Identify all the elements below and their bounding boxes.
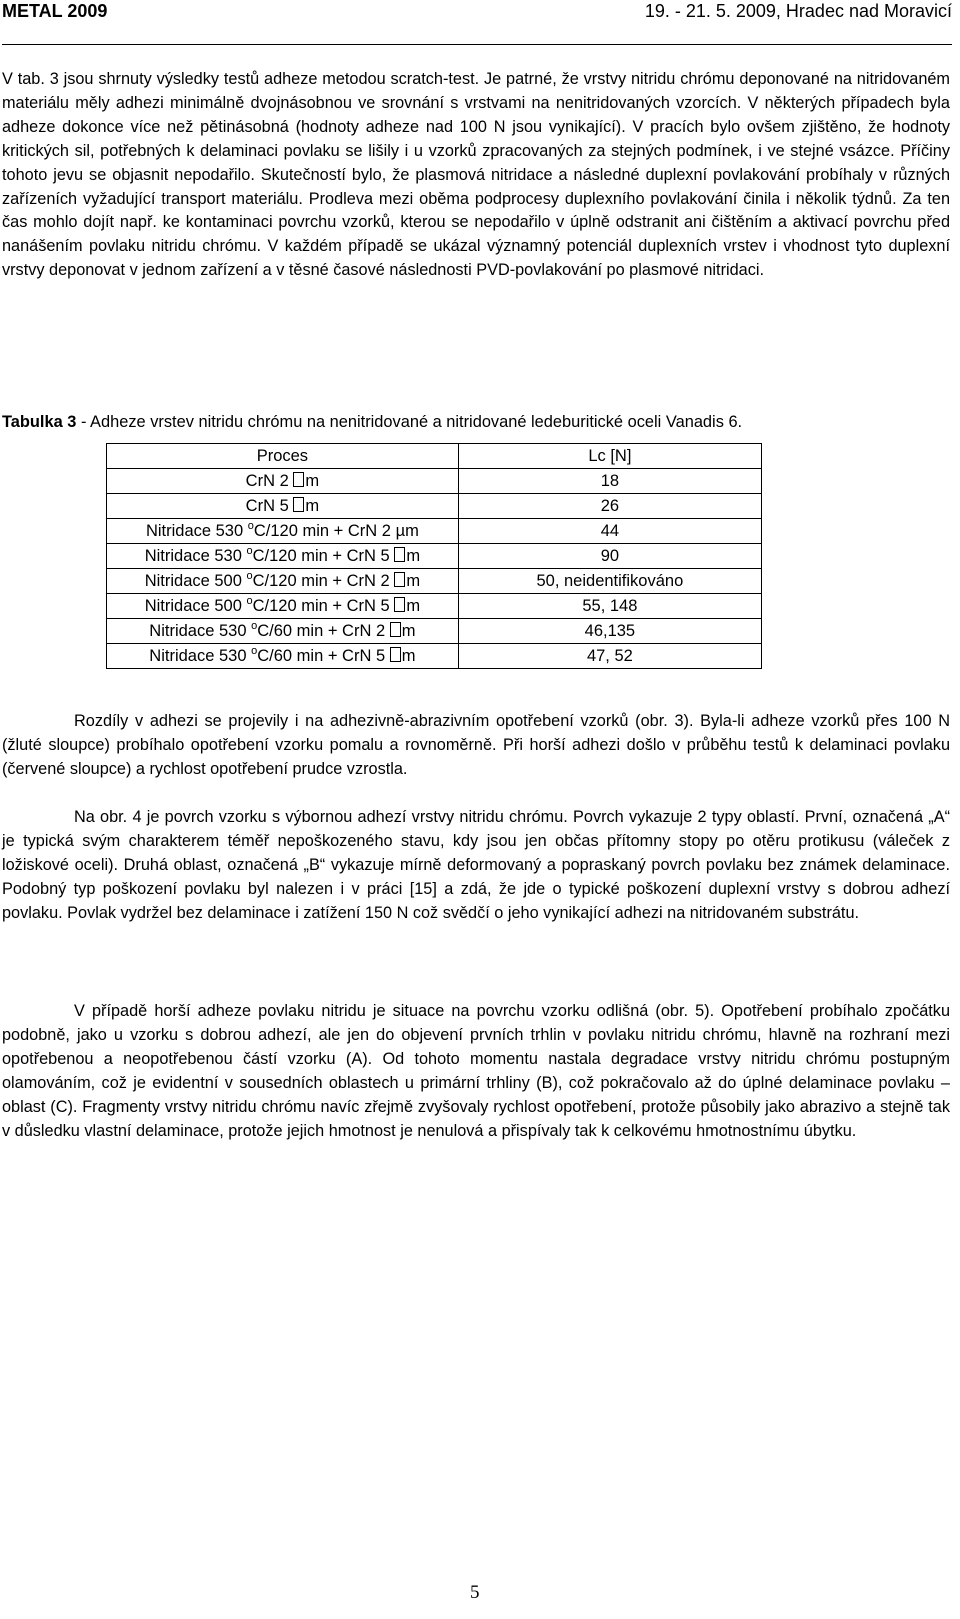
lc-value-cell: 50, neidentifikováno [458, 569, 761, 594]
table-row [107, 469, 762, 494]
table-caption-label: Tabulka 3 [2, 413, 77, 431]
lc-value-cell: 44 [458, 519, 761, 544]
adhesion-table [106, 443, 762, 669]
process-unit: µm [395, 522, 419, 540]
table-row [107, 519, 762, 544]
table-row [107, 619, 762, 644]
header-rule [2, 44, 952, 45]
process-sup: o [251, 645, 258, 657]
process-cell [107, 519, 459, 544]
process-unit: m [406, 597, 421, 615]
missing-glyph-icon [293, 472, 304, 487]
page-number: 5 [470, 1582, 480, 1603]
missing-glyph-icon [394, 597, 405, 612]
process-sup: o [246, 595, 253, 607]
process-pre: Nitridace 530 [149, 622, 252, 640]
process-pre: Nitridace 530 [149, 647, 252, 665]
missing-glyph-icon [293, 497, 304, 512]
process-pre: Nitridace 530 [145, 522, 248, 540]
paragraph-figure-4: Na obr. 4 je povrch vzorku s výbornou adhezí vrstvy nitridu chrómu. Povrch vykazuje 2 typy oblastí. První, označená „A“ je typická svým charakterem téměř nepoškozeného stavu, kdy jsou jen občas přítomny stopy po otěru protikusu (váleček z ložiskové oceli). Druhá oblast, označená „B“ vykazuje mírně deformovaný a popraskaný povrch povlaku bez známek delaminace. Podobný typ poškození povlaku byl nalezen i v práci [15] a zdá, že jde o typické poškození duplexní vrstvy s dobrou adhezí povlaku. Povlak vydržel bez delaminace i zatížení 150 N což svědčí o jeho vynikající adhezi na nitridovaném substrátu. [2, 808, 950, 922]
process-cell [107, 569, 459, 594]
table-row [107, 544, 762, 569]
table-caption-text: - Adheze vrstev nitridu chrómu na nenitridované a nitridované ledeburitické oceli Vanadis 6. [76, 413, 743, 431]
lc-value-cell: 47, 52 [458, 644, 761, 669]
lc-value-cell: 26 [458, 494, 761, 519]
table-row [107, 644, 762, 669]
process-sup: o [247, 520, 254, 532]
lc-value-cell: 55, 148 [458, 594, 761, 619]
process-post: C/60 min + CrN 5 [257, 647, 390, 665]
page-header [2, 0, 952, 28]
process-cell [107, 594, 459, 619]
missing-glyph-icon [390, 622, 401, 637]
table-header-lc: Lc [N] [458, 444, 761, 469]
process-post: C/120 min + CrN 2 [253, 522, 396, 540]
table-row [107, 569, 762, 594]
process-cell [107, 544, 459, 569]
process-pre: Nitridace 500 [144, 572, 247, 590]
process-unit: m [305, 472, 320, 490]
process-pre: CrN 2 [245, 472, 294, 490]
process-unit: m [406, 547, 421, 565]
process-sup: o [246, 545, 253, 557]
table-row [107, 494, 762, 519]
process-cell [107, 469, 459, 494]
conference-title: METAL 2009 [2, 1, 108, 21]
process-post: C/60 min + CrN 2 [257, 622, 390, 640]
process-unit: m [401, 647, 416, 665]
process-sup: o [251, 620, 258, 632]
process-post: C/120 min + CrN 2 [252, 572, 395, 590]
conference-date-place: 19. - 21. 5. 2009, Hradec nad Moravicí [644, 1, 952, 21]
process-pre: Nitridace 500 [144, 597, 247, 615]
paragraph-figure-5: V případě horší adheze povlaku nitridu je situace na povrchu vzorku odlišná (obr. 5). Opotřebení probíhalo zpočátku podobně, jako u vzorku s dobrou adhezí, ale jen do objevení prvních trhlin v povlaku nitridu chrómu, hlavně na rozhraní mezi opotřebenou a neopotřebenou částí vzorku (A). Od tohoto momentu nastala degradace vrstvy nitridu chrómu postupným olamováním, což je evidentní v sousedních oblastech u primární trhliny (B), což pokračovalo až do úplné delaminace povlaku – oblast (C). Fragmenty vrstvy nitridu chrómu navíc zřejmě zvyšovaly rychlost opotřebení, protože působily jako abrazivo a stejně tak v důsledku vlastní delaminace, protože jejich hmotnost je nenulová a přispívaly tak k celkovému hmotnostnímu úbytku. [2, 1002, 950, 1140]
process-pre: Nitridace 530 [144, 547, 247, 565]
table-header-row [107, 444, 762, 469]
missing-glyph-icon [394, 572, 405, 587]
process-unit: m [406, 572, 421, 590]
paragraph-wear: Rozdíly v adhezi se projevily i na adhezivně-abrazivním opotřebení vzorků (obr. 3). Byla-li adheze vzorků přes 100 N (žluté sloupce) probíhalo opotřebení vzorku pomalu a rovnoměrně. Při horší adhezi došlo v průběhu testů k delaminaci povlaku (červené sloupce) a rychlost opotřebení prudce vzrostla. [2, 712, 950, 778]
table-caption [2, 410, 950, 434]
process-unit: m [305, 497, 320, 515]
process-cell [107, 494, 459, 519]
process-post: C/120 min + CrN 5 [252, 547, 395, 565]
missing-glyph-icon [394, 547, 405, 562]
process-post: C/120 min + CrN 5 [252, 597, 395, 615]
table-header-process: Proces [107, 444, 459, 469]
lc-value-cell: 18 [458, 469, 761, 494]
process-pre: CrN 5 [245, 497, 294, 515]
missing-glyph-icon [390, 647, 401, 662]
paragraph-adhesion-results: V tab. 3 jsou shrnuty výsledky testů adheze metodou scratch-test. Je patrné, že vrstvy nitridu chrómu deponované na nitridovaném materiálu měly adhezi minimálně dvojnásobnou ve srovnání s vrstvami na nenitridovaných vzorcích. V některých případech byla adheze dokonce více než pětinásobná (hodnoty adheze nad 100 N jsou vynikající). V pracích bylo ovšem zjištěno, že hodnoty kritických sil, potřebných k delaminaci povlaku se lišily i u vzorků zpracovaných za stejných podmínek, i ve stejné vsázce. Příčiny tohoto jevu se objasnit nepodařilo. Skutečností bylo, že plasmová nitridace a následné duplexní povlakování probíhaly v různých zařízeních vyžadující transport materiálu. Prodleva mezi oběma podprocesy duplexního povlakování činila i několik týdnů. Za ten čas mohlo dojít např. ke kontaminaci povrchu vzorků, kterou se nepodařilo v úplně odstranit ani čištěním a aktivací povrchu před nanášením povlaku nitridu chrómu. V každém případě se ukázal významný potenciál duplexních vrstev i vhodnost tyto duplexní vrstvy deponovat v jednom zařízení a v těsné časové následnosti PVD-povlakování po plasmové nitridaci. [2, 70, 950, 280]
lc-value-cell: 90 [458, 544, 761, 569]
process-unit: m [401, 622, 416, 640]
lc-value-cell: 46,135 [458, 619, 761, 644]
process-sup: o [246, 570, 253, 582]
table-row [107, 594, 762, 619]
process-cell [107, 619, 459, 644]
process-cell [107, 644, 459, 669]
